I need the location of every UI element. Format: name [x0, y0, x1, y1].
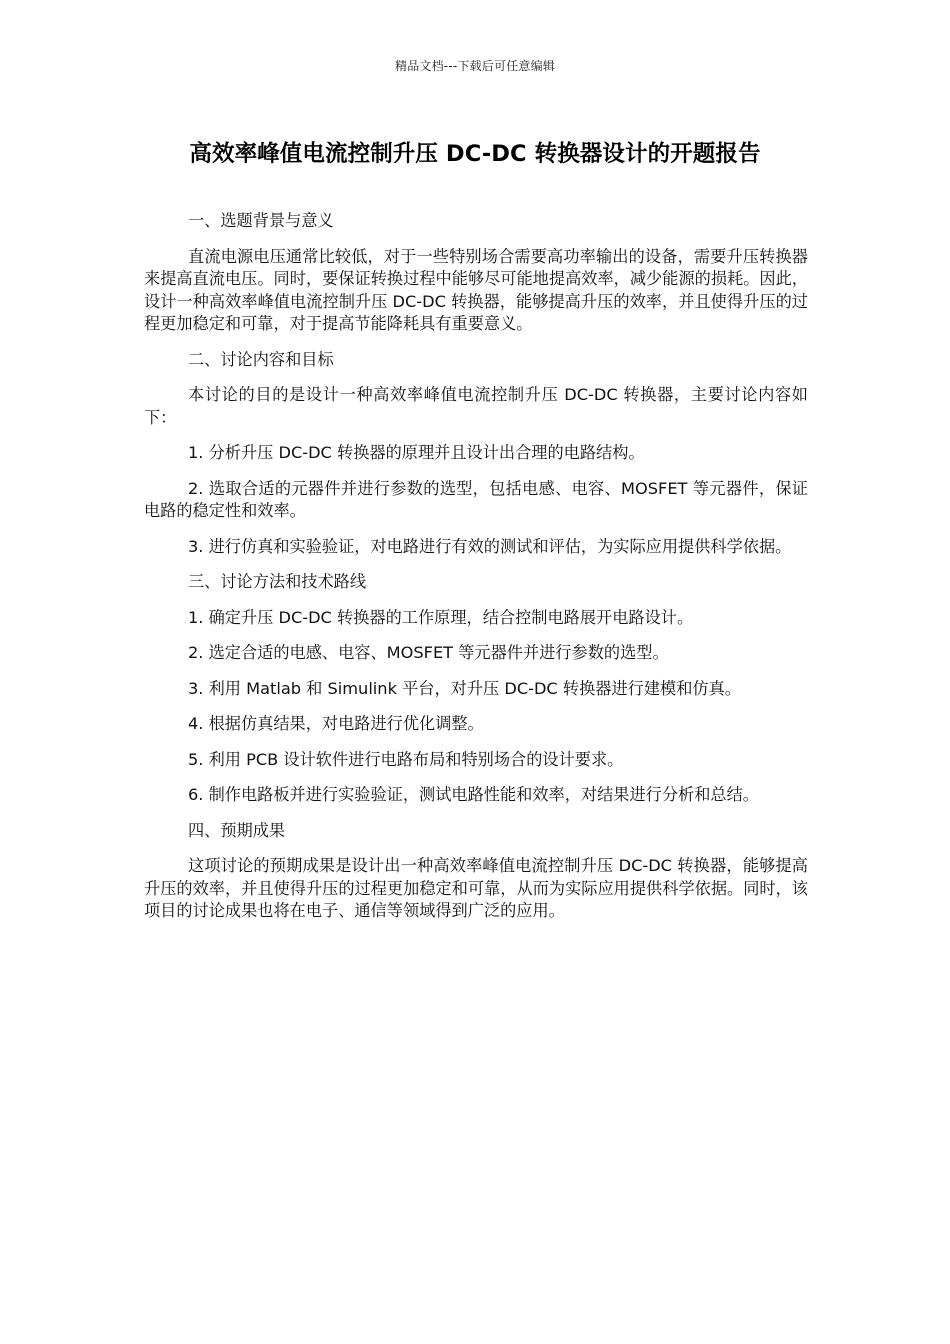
- section-heading-content: 二、讨论内容和目标: [188, 349, 334, 369]
- list-item-content-1: 1. 分析升压 DC-DC 转换器的原理并且设计出合理的电路结构。: [188, 443, 645, 462]
- paragraph-content-intro: 本讨论的目的是设计一种高效率峰值电流控制升压 DC-DC 转换器，主要讨论内容如下：: [144, 385, 808, 427]
- list-item-method-4: 4. 根据仿真结果，对电路进行优化调整。: [188, 714, 484, 733]
- list-item-content-2: 2. 选取合适的元器件并进行参数的选型，包括电感、电容、MOSFET 等元器件，保证电路的稳定性和效率。: [144, 478, 808, 520]
- paragraph-background: 直流电源电压通常比较低，对于一些特别场合需要高功率输出的设备，需要升压转换器来提高直流电压。同时，要保证转换过程中能够尽可能地提高效率，减少能源的损耗。因此，设计一种高效率峰值电流控制升压 DC-DC 转换器，能够提高升压的效率，并且使得升压的过程更加稳定和可靠，对于提高节能降耗具有重要意义。: [144, 246, 808, 333]
- paragraph-results: 这项讨论的预期成果是设计出一种高效率峰值电流控制升压 DC-DC 转换器，能够提高升压的效率，并且使得升压的过程更加稳定和可靠，从而为实际应用提供科学依据。同时，该项目的讨论成果也将在电子、通信等领域得到广泛的应用。: [144, 856, 808, 920]
- list-item-method-3: 3. 利用 Matlab 和 Simulink 平台，对升压 DC-DC 转换器进行建模和仿真。: [188, 678, 741, 698]
- document-body: [144, 210, 808, 936]
- document-title: 高效率峰值电流控制升压 DC-DC 转换器设计的开题报告: [189, 141, 761, 167]
- section-heading-background: 一、选题背景与意义: [188, 211, 334, 230]
- list-item-method-2: 2. 选定合适的电感、电容、MOSFET 等元器件并进行参数的选型。: [188, 643, 669, 662]
- header-note: 精品文档---下载后可任意编辑: [395, 59, 555, 73]
- list-item-method-1: 1. 确定升压 DC-DC 转换器的工作原理，结合控制电路展开电路设计。: [188, 607, 694, 627]
- list-item-method-6: 6. 制作电路板并进行实验验证，测试电路性能和效率，对结果进行分析和总结。: [188, 785, 759, 804]
- list-item-method-5: 5. 利用 PCB 设计软件进行电路布局和特别场合的设计要求。: [188, 749, 624, 769]
- list-item-content-3: 3. 进行仿真和实验验证，对电路进行有效的测试和评估，为实际应用提供科学依据。: [188, 536, 792, 556]
- section-heading-methods: 三、讨论方法和技术路线: [188, 572, 367, 591]
- section-heading-results: 四、预期成果: [188, 820, 286, 840]
